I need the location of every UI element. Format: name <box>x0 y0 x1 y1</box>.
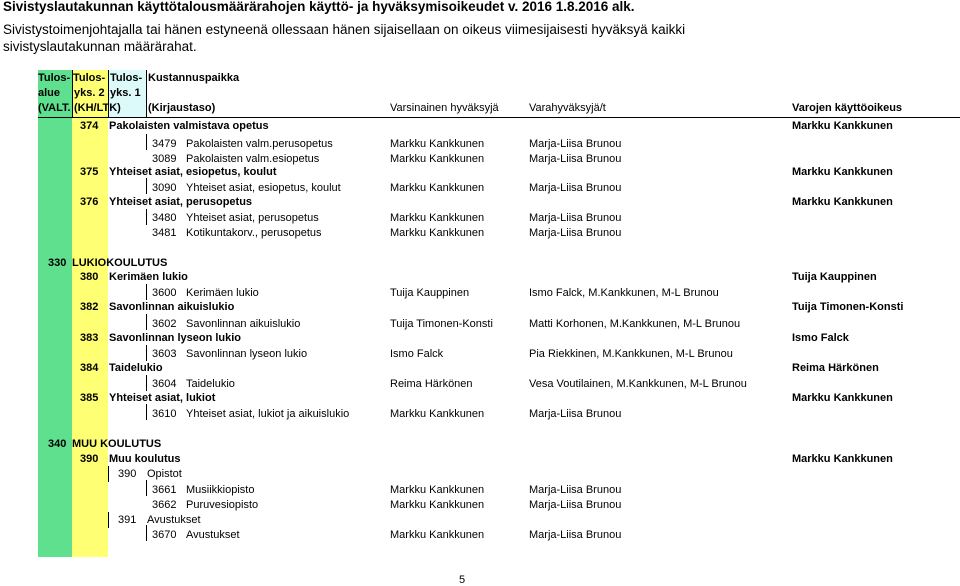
section-code: 340 <box>48 438 67 450</box>
row-name: Yhteiset asiat, esiopetus, koulut <box>186 182 341 194</box>
row-kaytto: Markku Kankkunen <box>792 166 893 178</box>
row-tick <box>146 480 147 496</box>
header-separator <box>146 70 147 117</box>
document-title: Sivistyslautakunnan käyttötalousmäärärahojen käyttö- ja hyväksymisoikeudet v. 2016 1.8.2016 alk. <box>3 0 635 14</box>
row-tick <box>146 209 147 225</box>
row-name: Yhteiset asiat, lukiot ja aikuislukio <box>186 408 350 420</box>
col-header: Tulos- <box>110 72 143 84</box>
row-name: Avustukset <box>186 529 240 541</box>
row-name: Avustukset <box>147 514 201 526</box>
row-name: Yhteiset asiat, esiopetus, koulut <box>109 166 277 178</box>
row-tick <box>146 345 147 361</box>
row-name: Kotikuntakorv., perusopetus <box>186 227 322 239</box>
row-hyvaksyja: Markku Kankkunen <box>390 484 485 496</box>
row-hyvaksyja: Markku Kankkunen <box>390 408 485 420</box>
col-header: Tulos- <box>73 72 106 84</box>
row-code: 380 <box>80 271 99 283</box>
row-tick <box>146 525 147 541</box>
row-tick <box>146 284 147 300</box>
row-name: Muu koulutus <box>109 453 181 465</box>
row-name: Taidelukio <box>109 362 163 374</box>
row-code: 390 <box>118 468 137 480</box>
row-hyvaksyja: Markku Kankkunen <box>390 153 485 165</box>
row-name: Puruvesiopisto <box>186 499 259 511</box>
row-code: 3610 <box>152 408 177 420</box>
row-tick <box>146 404 147 420</box>
row-code: 3481 <box>152 227 177 239</box>
row-kaytto: Ismo Falck <box>792 332 849 344</box>
row-hyvaksyja: Reima Härkönen <box>390 378 473 390</box>
row-code: 3600 <box>152 287 177 299</box>
row-name: Kerimäen lukio <box>186 287 259 299</box>
row-name: Taidelukio <box>186 378 235 390</box>
section-name: MUU KOULUTUS <box>72 438 162 450</box>
row-code: 3670 <box>152 529 177 541</box>
row-name: Savonlinnan aikuislukio <box>109 301 235 313</box>
row-hyvaksyja: Markku Kankkunen <box>390 227 485 239</box>
row-hyvaksyja: Markku Kankkunen <box>390 499 485 511</box>
row-name: Savonlinnan aikuislukio <box>186 318 301 330</box>
header-bottom-rule <box>38 117 960 118</box>
row-code: 382 <box>80 301 99 313</box>
col-header: (KH/LTK) <box>74 102 121 114</box>
row-name: Kerimäen lukio <box>109 271 188 283</box>
row-code: 374 <box>80 120 99 132</box>
row-hyvaksyja: Tuija Kauppinen <box>390 287 470 299</box>
col-header: Varahyväksyjä/t <box>529 102 606 114</box>
col-header: (Kirjaustaso) <box>148 102 216 114</box>
row-tick <box>146 178 147 194</box>
tulos-alue-column <box>38 70 72 557</box>
row-varahyvaksyja: Marja-Liisa Brunou <box>529 212 622 224</box>
row-name: Pakolaisten valmistava opetus <box>109 120 269 132</box>
intro-paragraph-line2: sivistyslautakunnan määrärahat. <box>3 39 197 54</box>
row-code: 3662 <box>152 499 177 511</box>
col-header: yks. 1 <box>110 87 141 99</box>
row-tick <box>146 134 147 150</box>
row-hyvaksyja: Markku Kankkunen <box>390 212 485 224</box>
row-varahyvaksyja: Marja-Liisa Brunou <box>529 227 622 239</box>
row-hyvaksyja: Markku Kankkunen <box>390 529 485 541</box>
col-header: Varojen käyttöoikeus <box>792 102 903 114</box>
row-hyvaksyja: Ismo Falck <box>390 348 444 360</box>
row-kaytto: Reima Härkönen <box>792 362 879 374</box>
row-hyvaksyja: Markku Kankkunen <box>390 182 485 194</box>
row-code: 375 <box>80 166 99 178</box>
row-code: 3602 <box>152 318 177 330</box>
row-name: Savonlinnan lyseon lukio <box>109 332 242 344</box>
section-code: 330 <box>48 257 67 269</box>
row-tick <box>108 466 109 482</box>
row-name: Savonlinnan lyseon lukio <box>186 348 308 360</box>
row-code: 385 <box>80 392 99 404</box>
row-varahyvaksyja: Marja-Liisa Brunou <box>529 138 622 150</box>
row-code: 3479 <box>152 138 177 150</box>
row-name: Pakolaisten valm.perusopetus <box>186 138 333 150</box>
row-name: Musiikkiopisto <box>186 484 255 496</box>
row-code: 3603 <box>152 348 177 360</box>
row-varahyvaksyja: Vesa Voutilainen, M.Kankkunen, M-L Brunou <box>529 378 747 390</box>
row-hyvaksyja: Tuija Timonen-Konsti <box>390 318 493 330</box>
row-code: 391 <box>118 514 137 526</box>
row-kaytto: Markku Kankkunen <box>792 392 893 404</box>
row-code: 383 <box>80 332 99 344</box>
tulos-yks2-column <box>72 70 108 557</box>
row-kaytto: Tuija Timonen-Konsti <box>792 301 904 313</box>
row-tick <box>146 314 147 330</box>
row-varahyvaksyja: Marja-Liisa Brunou <box>529 153 622 165</box>
col-header: yks. 2 <box>74 87 105 99</box>
row-code: 3090 <box>152 182 177 194</box>
row-hyvaksyja: Markku Kankkunen <box>390 138 485 150</box>
row-code: 3089 <box>152 153 177 165</box>
row-varahyvaksyja: Pia Riekkinen, M.Kankkunen, M-L Brunou <box>529 348 733 360</box>
row-tick <box>146 375 147 391</box>
row-varahyvaksyja: Matti Korhonen, M.Kankkunen, M-L Brunou <box>529 318 741 330</box>
intro-paragraph-line1: Sivistystoimenjohtajalla tai hänen estyneenä ollessaan hänen sijaisellaan on oikeus viimesijaisesti hyväksyä kaikki <box>3 22 686 37</box>
row-code: 3661 <box>152 484 177 496</box>
row-name: Yhteiset asiat, perusopetus <box>109 196 253 208</box>
row-name: Yhteiset asiat, perusopetus <box>186 212 319 224</box>
row-code: 3480 <box>152 212 177 224</box>
row-kaytto: Markku Kankkunen <box>792 196 893 208</box>
row-name: Pakolaisten valm.esiopetus <box>186 153 320 165</box>
col-header: (VALT. <box>38 102 71 114</box>
row-kaytto: Markku Kankkunen <box>792 453 893 465</box>
row-name: Yhteiset asiat, lukiot <box>109 392 216 404</box>
row-code: 390 <box>80 453 99 465</box>
col-header: Varsinainen hyväksyjä <box>390 102 499 114</box>
row-varahyvaksyja: Marja-Liisa Brunou <box>529 408 622 420</box>
row-code: 376 <box>80 196 99 208</box>
row-name: Opistot <box>147 468 182 480</box>
row-varahyvaksyja: Marja-Liisa Brunou <box>529 499 622 511</box>
row-varahyvaksyja: Marja-Liisa Brunou <box>529 182 622 194</box>
row-kaytto: Markku Kankkunen <box>792 120 893 132</box>
section-name: LUKIOKOULUTUS <box>72 257 168 269</box>
row-varahyvaksyja: Ismo Falck, M.Kankkunen, M-L Brunou <box>529 287 719 299</box>
row-varahyvaksyja: Marja-Liisa Brunou <box>529 484 622 496</box>
col-header: alue <box>38 87 61 99</box>
col-header: Kustannuspaikka <box>148 72 240 84</box>
page-number: 5 <box>459 574 466 586</box>
row-kaytto: Tuija Kauppinen <box>792 271 877 283</box>
row-code: 384 <box>80 362 99 374</box>
row-code: 3604 <box>152 378 177 390</box>
row-tick <box>108 512 109 528</box>
col-header: Tulos- <box>38 72 71 84</box>
row-varahyvaksyja: Marja-Liisa Brunou <box>529 529 622 541</box>
